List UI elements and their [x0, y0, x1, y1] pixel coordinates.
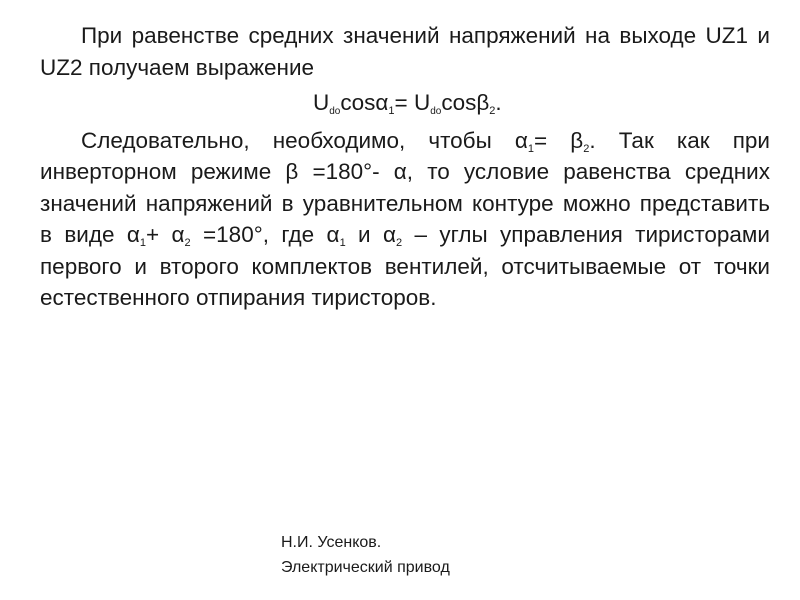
footer-author: Н.И. Усенков.	[281, 534, 382, 551]
p2-text-1: Следовательно, необходимо, чтобы α	[81, 127, 528, 153]
formula-cos1: cos	[340, 90, 376, 115]
formula-equality	[40, 87, 770, 119]
p2-sub-3: 1	[139, 237, 146, 249]
formula-equals: =	[394, 90, 414, 115]
p2-text-3: . Так как при инверторном режиме β =180°- α, то условие равенства средних значений напряжений в уравнительном контуре можно представить в виде α	[40, 127, 770, 247]
p2-text-2: = β	[534, 127, 584, 153]
formula-sub-2: 2	[489, 105, 496, 117]
p2-sub-6: 2	[396, 237, 403, 249]
formula-sub-do2: do	[430, 106, 442, 117]
p2-text-7: – углы управления тиристорами первого и второго комплектов вентилей, отсчитываемые от точки естественного отпирания тиристоров.	[40, 222, 770, 310]
p2-sub-2: 2	[583, 142, 590, 155]
p2-sub-1: 1	[527, 142, 534, 155]
formula-beta: β	[476, 90, 490, 115]
formula-u1: U	[313, 90, 330, 115]
formula-alpha: α	[375, 90, 389, 115]
footer-course: Электрический привод	[281, 559, 450, 576]
formula-u2: U	[413, 90, 431, 115]
paragraph-conclusion	[40, 125, 770, 314]
p2-sub-5: 1	[339, 237, 346, 249]
formula-period: .	[495, 90, 502, 115]
p2-sub-4: 2	[184, 237, 191, 249]
formula-sub-1: 1	[388, 105, 395, 117]
formula-cos2: cos	[441, 90, 477, 115]
p2-text-6: и α	[345, 222, 397, 247]
p2-text-5: =180°, где α	[190, 222, 340, 247]
paragraph-intro: При равенстве средних значений напряжений на выходе UZ1 и UZ2 получаем выражение	[40, 23, 770, 80]
formula-sub-do1: do	[329, 106, 341, 117]
p2-text-4: + α	[146, 222, 185, 247]
footer-credit	[281, 530, 581, 580]
slide-body	[40, 20, 770, 314]
